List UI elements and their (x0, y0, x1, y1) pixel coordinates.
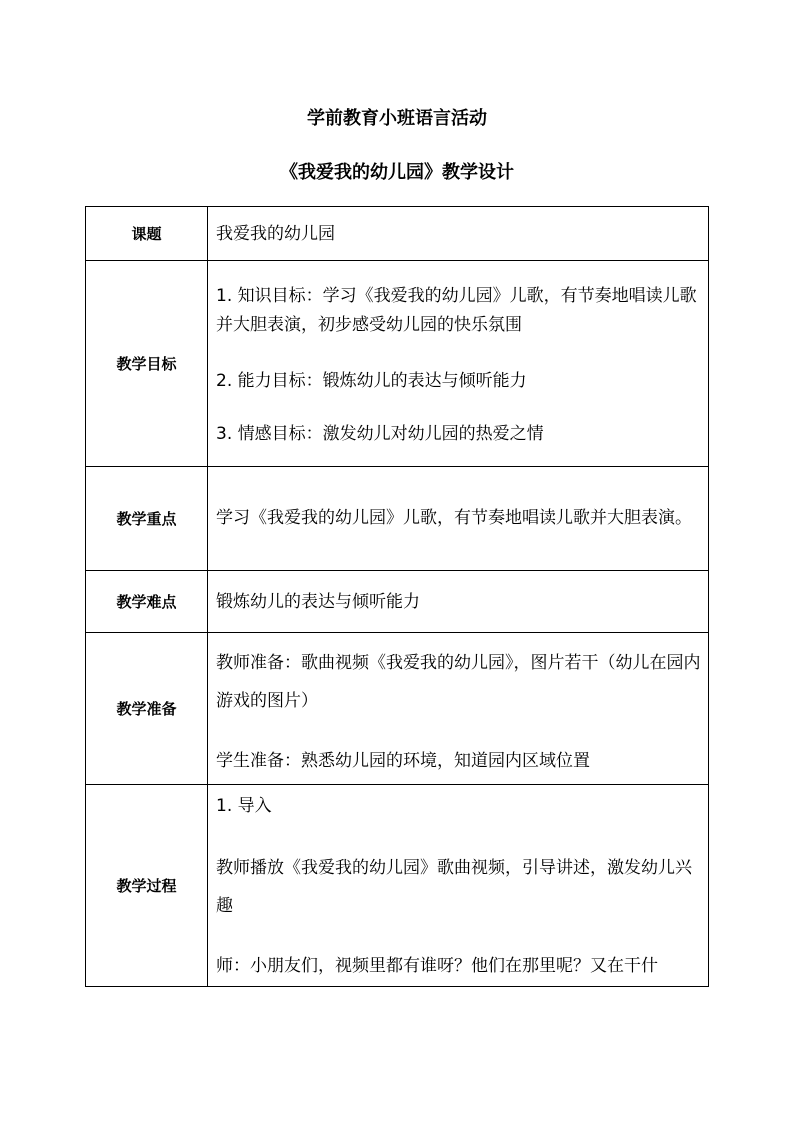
row-content-key-points (208, 467, 709, 571)
row-label-process: 教学过程 (86, 785, 208, 987)
difficulties-text: 锻炼幼儿的表达与倾听能力 (216, 591, 420, 612)
process-item: 1. 导入 (216, 796, 272, 816)
goal-item: 3. 情感目标：激发幼儿对幼儿园的热爱之情 (216, 423, 544, 444)
lesson-plan-table (85, 206, 709, 987)
document-title: 学前教育小班语言活动 (307, 108, 487, 129)
table-row-goals (86, 261, 709, 467)
process-item: 师：小朋友们，视频里都有谁呀？他们在那里呢？又在干什 (216, 956, 658, 976)
goal-item: 1. 知识目标：学习《我爱我的幼儿园》儿歌，有节奏地唱读儿歌并大胆表演，初步感受幼儿园的快乐氛围 (216, 285, 697, 335)
table-row-topic (86, 207, 709, 261)
table-row-difficulties (86, 571, 709, 633)
row-content-topic (208, 207, 709, 261)
table-row-key-points (86, 467, 709, 571)
row-content-process (208, 785, 709, 987)
row-content-goals (208, 261, 709, 467)
preparation-item: 学生准备：熟悉幼儿园的环境，知道园内区域位置 (216, 751, 590, 771)
preparation-item: 教师准备：歌曲视频《我爱我的幼儿园》，图片若干（幼儿在园内游戏的图片） (216, 653, 701, 711)
row-content-preparation (208, 633, 709, 785)
goal-item: 2. 能力目标：锻炼幼儿的表达与倾听能力 (216, 370, 527, 391)
process-item: 教师播放《我爱我的幼儿园》歌曲视频，引导讲述，激发幼儿兴趣 (216, 858, 692, 916)
row-label-preparation: 教学准备 (86, 633, 208, 785)
topic-text: 我爱我的幼儿园 (216, 223, 335, 244)
row-label-difficulties: 教学难点 (86, 571, 208, 633)
table-row-process (86, 785, 709, 987)
row-label-key-points: 教学重点 (86, 467, 208, 571)
row-content-difficulties (208, 571, 709, 633)
table-row-preparation (86, 633, 709, 785)
key-points-text: 学习《我爱我的幼儿园》儿歌，有节奏地唱读儿歌并大胆表演。 (216, 508, 692, 528)
row-label-goals: 教学目标 (86, 261, 208, 467)
row-label-topic: 课题 (86, 207, 208, 261)
document-subtitle: 《我爱我的幼儿园》教学设计 (280, 162, 514, 183)
